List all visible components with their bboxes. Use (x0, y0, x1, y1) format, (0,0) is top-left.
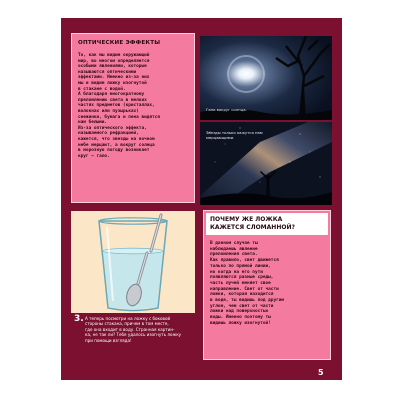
step-text: А теперь посмотри на ложку с боковой стороны стакана, причем в том месте, где она входит в воду. Странная картин- ка, не так ли? Тебе удалось изогнуть ложку при помощи взгляда! (85, 316, 182, 343)
why-spoon-broken-text: В данном случае ты наблюдаешь явление преломления света. Как правило, свет движется только по прямой линии, но когда на его пути появляются разные среды, часть лучей меняет свое направление. Свет от части ложки, которая находится в воде, ты видишь под другим углом, чем свет от части ложки над поверхностью воды. Именно поэтому ты видишь ложку изогнутой! (210, 241, 285, 326)
step-number: 3. (74, 314, 84, 324)
glass-spoon-illustration (71, 211, 195, 313)
stars-photo (200, 122, 332, 205)
halo-caption: Гало вокруг солнца. (206, 107, 247, 112)
halo-photo (200, 36, 332, 120)
optical-effects-box (71, 33, 195, 203)
optical-effects-title: ОПТИЧЕСКИЕ ЭФФЕКТЫ (78, 40, 161, 46)
glass-spoon-image (71, 211, 195, 313)
why-spoon-broken-title: ПОЧЕМУ ЖЕ ЛОЖКА КАЖЕТСЯ СЛОМАННОЙ? (206, 213, 328, 235)
page-number: 5 (318, 368, 324, 377)
stars-caption: Звезды только кажутся нам мерцающими. (206, 130, 263, 140)
optical-effects-text: То, как мы видим окружающий мир, во многом определяется особыми явлениями, которые называются оптическими эффектами. Именно из-за них мы и видим ложку изогнутой в стакане с водой. А благодаря многократному преломлению света в мелких частях предметов (кристаллах, волокнах или пузырьках) снежинки, бумага и пена видятся нам белыми. Из-за оптического эффекта, называемого рефракцией, кажется, что звезды на ночном небе мерцают, а вокруг солнца в морозную погоду возникает круг — гало. (78, 53, 160, 159)
why-spoon-broken-box (203, 210, 331, 360)
